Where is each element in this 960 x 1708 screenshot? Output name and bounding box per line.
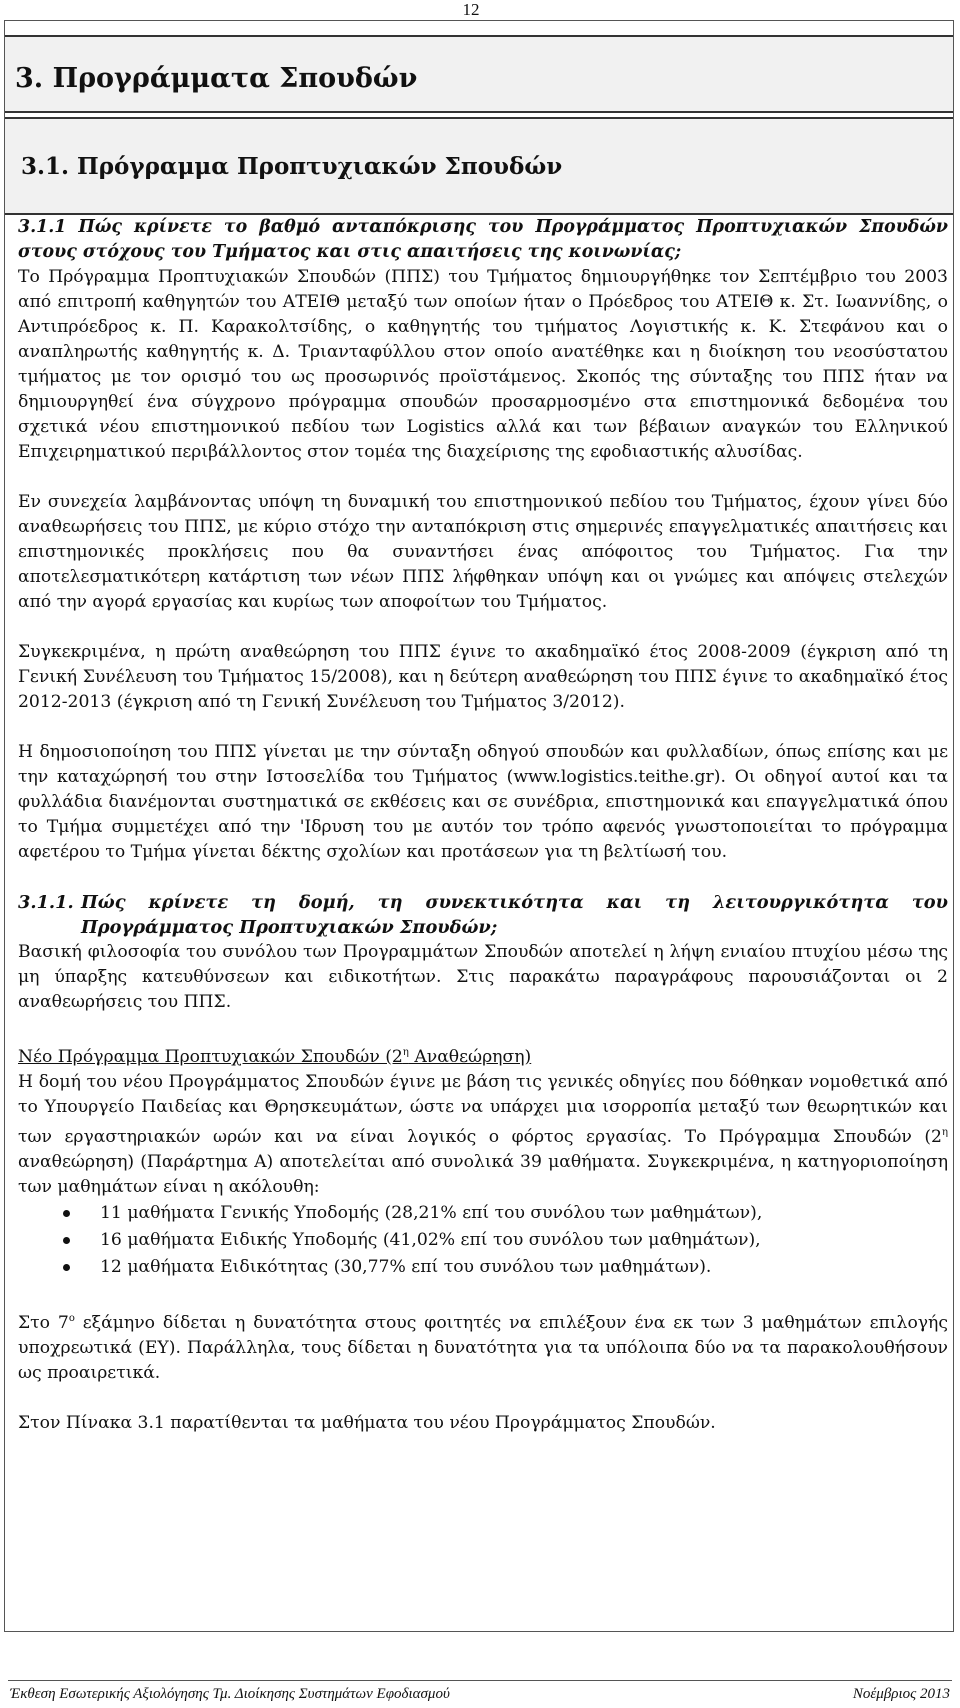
question-line-1: Πώς κρίνετε τη δομή, τη συνεκτικότητα και τη λειτουργικότητα του — [81, 892, 948, 913]
document-body — [18, 215, 948, 1436]
page-number: 12 — [462, 0, 480, 19]
question-number: 3.1.1. — [18, 892, 74, 913]
subheading-new-program: Νέο Πρόγραμμα Προπτυχιακών Σπουδών ($2^\eta$ Αναθεώρηση) — [18, 1047, 532, 1067]
list-item: 12 μαθήματα Ειδικότητας (30,77% επί του συνόλου των μαθημάτων). — [18, 1254, 948, 1281]
course-categories-list — [18, 1200, 948, 1281]
paragraph-philosophy: Βασική φιλοσοφία του συνόλου των Προγραμμάτων Σπουδών αποτελεί η λήψη ενιαίου πτυχίου μέσω της μη ύπαρξης κατευθύνσεων και ειδικοτήτων. Στις παρακάτω παραγράφους παρουσιάζονται οι 2 αναθεωρήσεις του ΠΠΣ. — [18, 942, 948, 1012]
question-3-1-1: 3.1.1 Πώς κρίνετε το βαθμό ανταπόκρισης του Προγράμματος Προπτυχιακών Σπουδών στους στόχους του Τμήματος και στις απαιτήσεις της κοινωνίας; — [18, 217, 948, 262]
paragraph-revision-dates: Συγκεκριμένα, η πρώτη αναθεώρηση του ΠΠΣ έγινε το ακαδημαϊκό έτος 2008-2009 (έγκριση από τη Γενική Συνέλευση του Τμήματος 15/2008), και η δεύτερη αναθεώρηση του ΠΠΣ έγινε το ακαδημαϊκό έτος 2012-2013 (έγκριση από τη Γενική Συνέλευση του Τμήματος 3/2012). — [18, 642, 948, 712]
footer-divider — [8, 1680, 952, 1681]
chapter-title: 3. Προγράμματα Σπουδών — [15, 63, 418, 94]
paragraph-publication: Η δημοσιοποίηση του ΠΠΣ γίνεται με την σύνταξη οδηγού σπουδών και φυλλαδίων, όπως επίσης και με την καταχώρησή του στην Ιστοσελίδα του Τμήματος (www.logistics.teithe.gr). Οι οδηγοί αυτοί και τα φυλλάδια διανέμονται συστηματικά σε εκθέσεις και σε συνέδρια, επιστημονικά και επαγγελματικά όπου το Τμήμα συμμετέχει από την 'Ιδρυση του με αυτόν τον τρόπο αφενός γνωστοποιείται το πρόγραμμα αφετέρου το Τμήμα γίνεται δέκτης σχολίων και προτάσεων για τη βελτίωσή του. — [18, 742, 948, 862]
footer-date: Νοέμβριος 2013 — [852, 1686, 950, 1702]
list-item: 11 μαθήματα Γενικής Υποδομής (28,21% επί του συνόλου των μαθημάτων), — [18, 1200, 948, 1227]
footer-report-title: Έκθεση Εσωτερικής Αξιολόγησης Τμ. Διοίκησης Συστημάτων Εφοδιασμού — [10, 1686, 450, 1702]
page-frame — [4, 20, 954, 1632]
paragraph-revisions: Εν συνεχεία λαμβάνοντας υπόψη τη δυναμική του επιστημονικού πεδίου του Τμήματος, έχουν γίνει δύο αναθεωρήσεις του ΠΠΣ, με κύριο στόχο την ανταπόκριση στις σημερινές επαγγελματικές απαιτήσεις και επιστημονικές προκλήσεις που θα συναντήσει ένας απόφοιτος του Τμήματος. Για την αποτελεσματικότερη κατάρτιση των νέων ΠΠΣ λήφθηκαν υπόψη και οι γνώμες και απόψεις στελεχών από την αγορά εργασίας και κυρίως των αποφοίτων του Τμήματος. — [18, 492, 948, 612]
paragraph-structure: Η δομή του νέου Προγράμματος Σπουδών έγινε με βάση τις γενικές οδηγίες που δόθηκαν νομοθετικά από το Υπουργείο Παιδείας και Θρησκευμάτων, ώστε να υπάρχει μια ισορροπία μεταξύ των θεωρητικών και των εργαστηριακών ωρών και να είναι λογικός ο φόρτος εργασίας. Το Πρόγραμμα Σπουδών ($2^\eta$ αναθεώρηση) (Παράρτημα Α) αποτελείται από συνολικά 39 μαθήματα. Συγκεκριμένα, η κατηγοριοποίηση των μαθημάτων είναι η ακόλουθη: — [18, 1072, 948, 1197]
question-line-2: Προγράμματος Προπτυχιακών Σπουδών; — [81, 917, 498, 938]
paragraph-electives: Στο $7^o$ εξάμηνο δίδεται η δυνατότητα στους φοιτητές να επιλέξουν ένα εκ των 3 μαθημάτων επιλογής υποχρεωτικά (ΕΥ). Παράλληλα, τους δίδεται η δυνατότητα για τα υπόλοιπα δύο να τα παρακολουθήσουν ως προαιρετικά. — [18, 1313, 948, 1383]
chapter-heading-band — [5, 35, 953, 113]
question-structure — [18, 890, 948, 940]
section-heading-band — [5, 117, 953, 215]
paragraph-history: Το Πρόγραμμα Προπτυχιακών Σπουδών (ΠΠΣ) του Τμήματος δημιουργήθηκε τον Σεπτέμβριο του 2003 από επιτροπή καθηγητών του ΑΤΕΙΘ μεταξύ των οποίων ήταν ο Πρόεδρος του ΑΤΕΙΘ κ. Στ. Ιωαννίδης, ο Αντιπρόεδρος κ. Π. Καρακολτσίδης, ο καθηγητής του τμήματος Λογιστικής κ. Κ. Στεφάνου και ο αναπληρωτής καθηγητής κ. Δ. Τριανταφύλλου στον οποίο ανατέθηκε και η διοίκηση του νεοσύστατου τμήματος με τον ορισμό του ως προσωρινός προϊστάμενος. Σκοπός της σύνταξης του ΠΠΣ ήταν να δημιουργηθεί ένα σύγχρονο πρόγραμμα σπουδών προσαρμοσμένο στα επιστημονικά δεδομένα του σχετικά νέου επιστημονικού πεδίου των Logistics αλλά και των βέβαιων αναγκών του Ελληνικού Επιχειρηματικού περιβάλλοντος στον τομέα της διαχείρισης της εφοδιαστικής αλυσίδας. — [18, 267, 948, 462]
paragraph-table-reference: Στον Πίνακα 3.1 παρατίθενται τα μαθήματα του νέου Προγράμματος Σπουδών. — [18, 1413, 716, 1433]
list-item: 16 μαθήματα Ειδικής Υποδομής (41,02% επί του συνόλου των μαθημάτων), — [18, 1227, 948, 1254]
section-title: 3.1. Πρόγραμμα Προπτυχιακών Σπουδών — [21, 153, 563, 180]
